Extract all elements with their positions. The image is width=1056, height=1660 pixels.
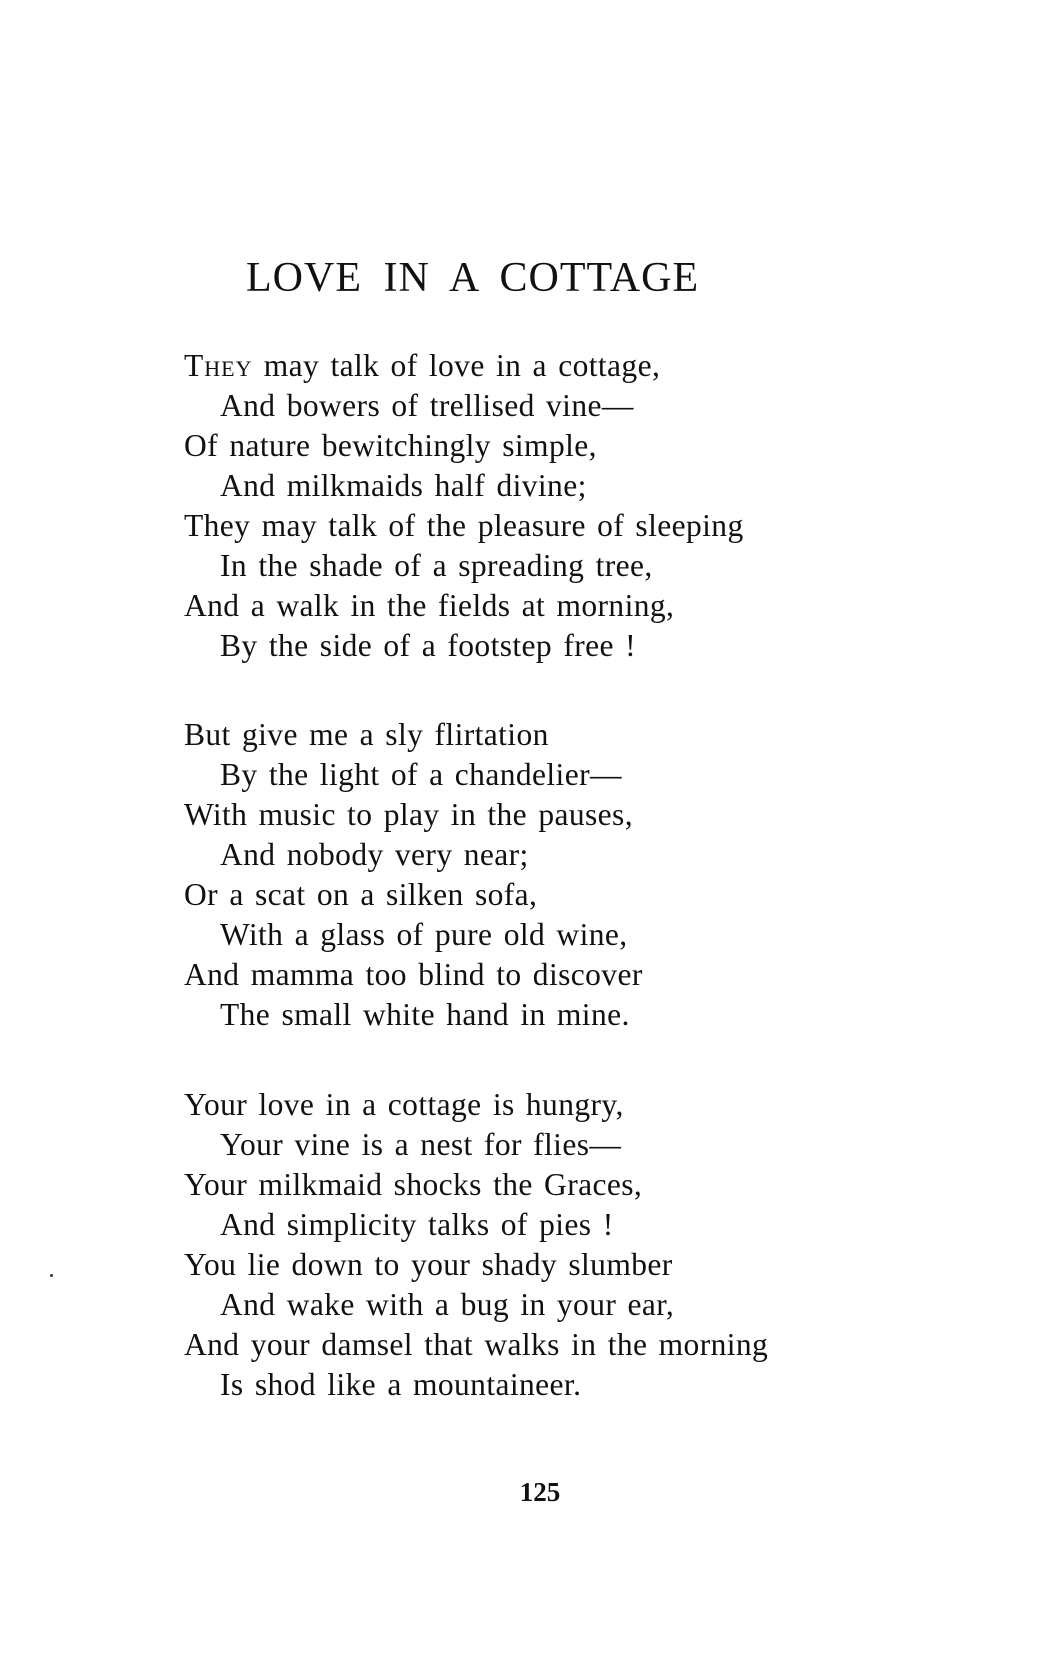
verse-line: And a walk in the fields at morning, bbox=[184, 588, 675, 623]
small-caps-opening-word: They bbox=[184, 348, 253, 383]
verse-line: By the light of a chandelier— bbox=[220, 757, 622, 792]
page-number: 125 bbox=[519, 1477, 561, 1507]
verse-line: You lie down to your shady slumber bbox=[184, 1247, 673, 1282]
verse-line: And bowers of trellised vine— bbox=[220, 388, 634, 423]
verse-line: And your damsel that walks in the morning bbox=[184, 1327, 769, 1362]
verse-line bbox=[184, 346, 944, 386]
verse-line: With music to play in the pauses, bbox=[184, 797, 633, 832]
verse-line: And mamma too blind to discover bbox=[184, 957, 643, 992]
verse-line: By the side of a footstep free ! bbox=[220, 628, 637, 663]
verse-line: And milkmaids half divine; bbox=[220, 468, 587, 503]
verse-line: Or a scat on a silken sofa, bbox=[184, 877, 538, 912]
verse-line: But give me a sly flirtation bbox=[184, 717, 549, 752]
verse-line: Your milkmaid shocks the Graces, bbox=[184, 1167, 643, 1202]
verse-line-rest: may talk of love in a cottage, bbox=[252, 348, 661, 383]
ink-speck bbox=[50, 1274, 53, 1277]
verse-line: Your love in a cottage is hungry, bbox=[184, 1087, 624, 1122]
verse-line: Your vine is a nest for flies— bbox=[220, 1127, 622, 1162]
verse-line: And wake with a bug in your ear, bbox=[220, 1287, 675, 1322]
verse-line: They may talk of the pleasure of sleeping bbox=[184, 508, 744, 543]
stanza-1 bbox=[184, 346, 944, 666]
stanza-3 bbox=[184, 1085, 944, 1405]
verse-line: In the shade of a spreading tree, bbox=[220, 548, 653, 583]
stanza-2 bbox=[184, 715, 944, 1035]
verse-line: The small white hand in mine. bbox=[220, 997, 630, 1032]
verse-line: Is shod like a mountaineer. bbox=[220, 1367, 582, 1402]
verse-line: With a glass of pure old wine, bbox=[220, 917, 628, 952]
poem-title: LOVE IN A COTTAGE bbox=[246, 255, 700, 301]
verse-line: Of nature bewitchingly simple, bbox=[184, 428, 597, 463]
verse-line: And simplicity talks of pies ! bbox=[220, 1207, 614, 1242]
verse-line: And nobody very near; bbox=[220, 837, 529, 872]
